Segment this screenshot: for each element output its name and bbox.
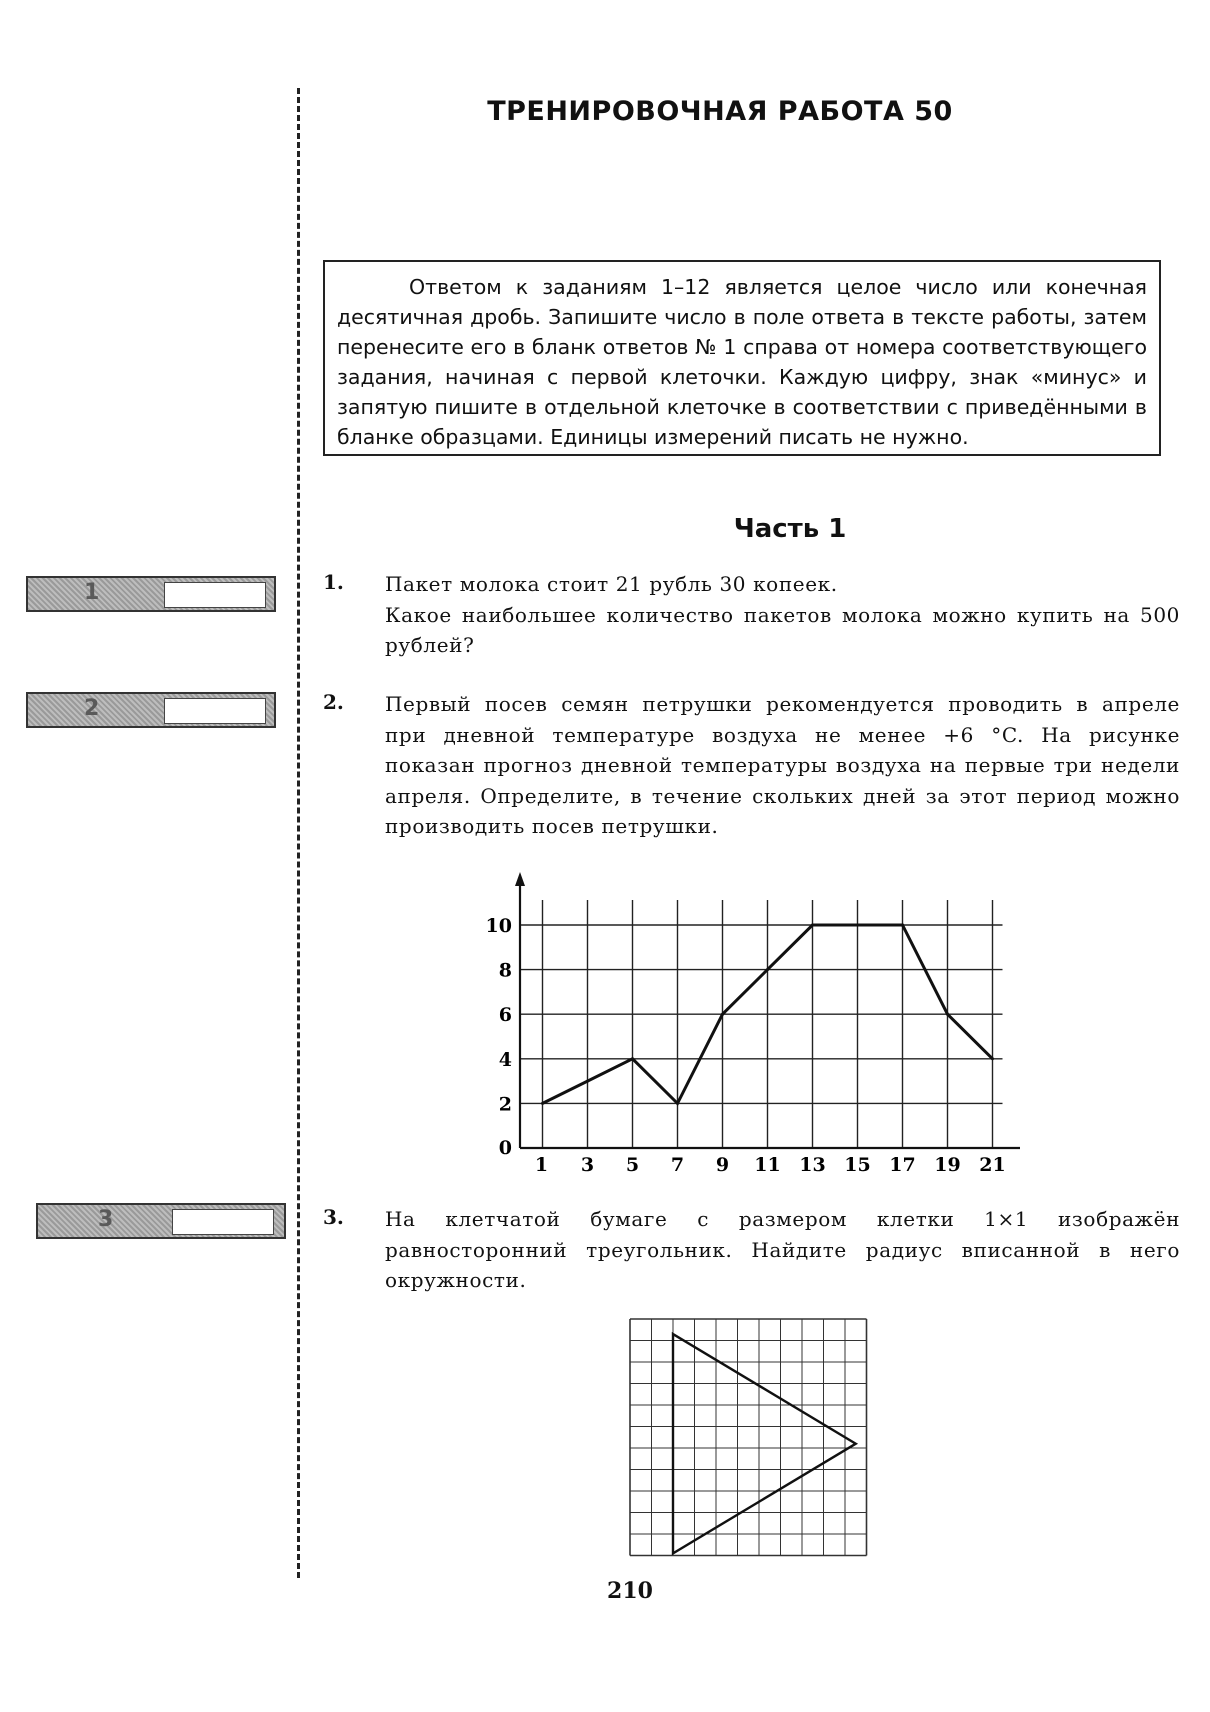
x-tick-label: 17 <box>889 1154 916 1176</box>
y-tick-label: 4 <box>498 1048 512 1071</box>
y-tick-label: 6 <box>498 1004 512 1027</box>
answer-box-3 <box>36 1203 286 1239</box>
answer-box-number: 3 <box>98 1207 114 1232</box>
figure-grid <box>630 1319 867 1556</box>
cut-line <box>297 88 300 1578</box>
x-tick-label: 21 <box>979 1154 1006 1176</box>
answer-field-2[interactable] <box>164 698 266 724</box>
task-1-line-1: Пакет молока стоит 21 рубль 30 копеек. <box>385 572 838 596</box>
task-1-text <box>385 569 1180 661</box>
answer-box-number: 2 <box>84 696 100 721</box>
answer-field-3[interactable] <box>172 1209 274 1235</box>
page-title: ТРЕНИРОВОЧНАЯ РАБОТА 50 <box>487 96 953 127</box>
data-point <box>991 1057 994 1060</box>
y-tick-label: 10 <box>485 915 512 937</box>
task-2-text: Первый посев семян петрушки рекомендуется проводить в апреле при дневной температуре воздуха не менее +6 °C. На рисунке показан прогноз дневной температуры воздуха на первые три недели апреля. Определите, в течение скольких дней за этот период можно производить посев петрушки. <box>385 692 1180 838</box>
task-3-text: На клетчатой бумаге с размером клетки 1×1 изображён равносторонний треугольник. Найдите радиус вписанной в него окружности. <box>385 1207 1180 1292</box>
chart-grid <box>520 900 1003 1148</box>
equilateral-triangle <box>673 1334 856 1553</box>
part-title: Часть 1 <box>733 514 847 544</box>
data-point <box>676 1102 679 1105</box>
temperature-chart <box>470 870 1020 1180</box>
y-tick-label: 8 <box>498 959 512 982</box>
answer-box-number: 1 <box>84 580 100 605</box>
data-point <box>541 1102 544 1105</box>
x-tick-label: 13 <box>799 1154 826 1176</box>
y-tick-label: 0 <box>498 1137 512 1159</box>
triangle-grid-figure <box>625 1315 885 1575</box>
answer-box-2 <box>26 692 276 728</box>
data-point <box>901 924 904 927</box>
data-point <box>766 968 769 971</box>
task-2-number: 2. <box>323 690 344 714</box>
x-tick-label: 9 <box>715 1154 730 1176</box>
x-tick-label: 15 <box>844 1154 871 1176</box>
x-tick-label: 11 <box>754 1154 781 1176</box>
task-3-number: 3. <box>323 1205 344 1229</box>
task-1-number: 1. <box>323 570 344 594</box>
figure-triangle <box>673 1334 856 1553</box>
x-tick-label: 1 <box>534 1154 549 1176</box>
y-axis-arrow <box>515 872 525 886</box>
x-tick-label: 3 <box>580 1154 595 1176</box>
answer-field-1[interactable] <box>164 582 266 608</box>
task-1-line-2: Какое наибольшее количество пакетов молока можно купить на 500 рублей? <box>385 602 1180 657</box>
data-point <box>946 1013 949 1016</box>
page-number: 210 <box>607 1578 653 1604</box>
x-tick-label: 5 <box>625 1154 640 1176</box>
data-point <box>811 924 814 927</box>
x-tick-label: 7 <box>670 1154 685 1176</box>
data-point <box>856 924 859 927</box>
data-point <box>631 1057 634 1060</box>
data-point <box>721 1013 724 1016</box>
answer-box-1 <box>26 576 276 612</box>
data-point <box>586 1080 589 1083</box>
chart-tick-labels <box>486 915 1006 1176</box>
y-tick-label: 2 <box>498 1093 512 1116</box>
instructions-box: Ответом к заданиям 1–12 является целое число или конечная десятичная дробь. Запишите число в поле ответа в тексте работы, затем перенесите его в бланк ответов № 1 справа от номера соответствующего задания, начиная с первой клеточки. Каждую цифру, знак «минус» и запятую пишите в отдельной клеточке в соответствии с приведёнными в бланке образцами. Единицы измерений писать не нужно. <box>323 260 1161 456</box>
x-tick-label: 19 <box>934 1154 961 1176</box>
